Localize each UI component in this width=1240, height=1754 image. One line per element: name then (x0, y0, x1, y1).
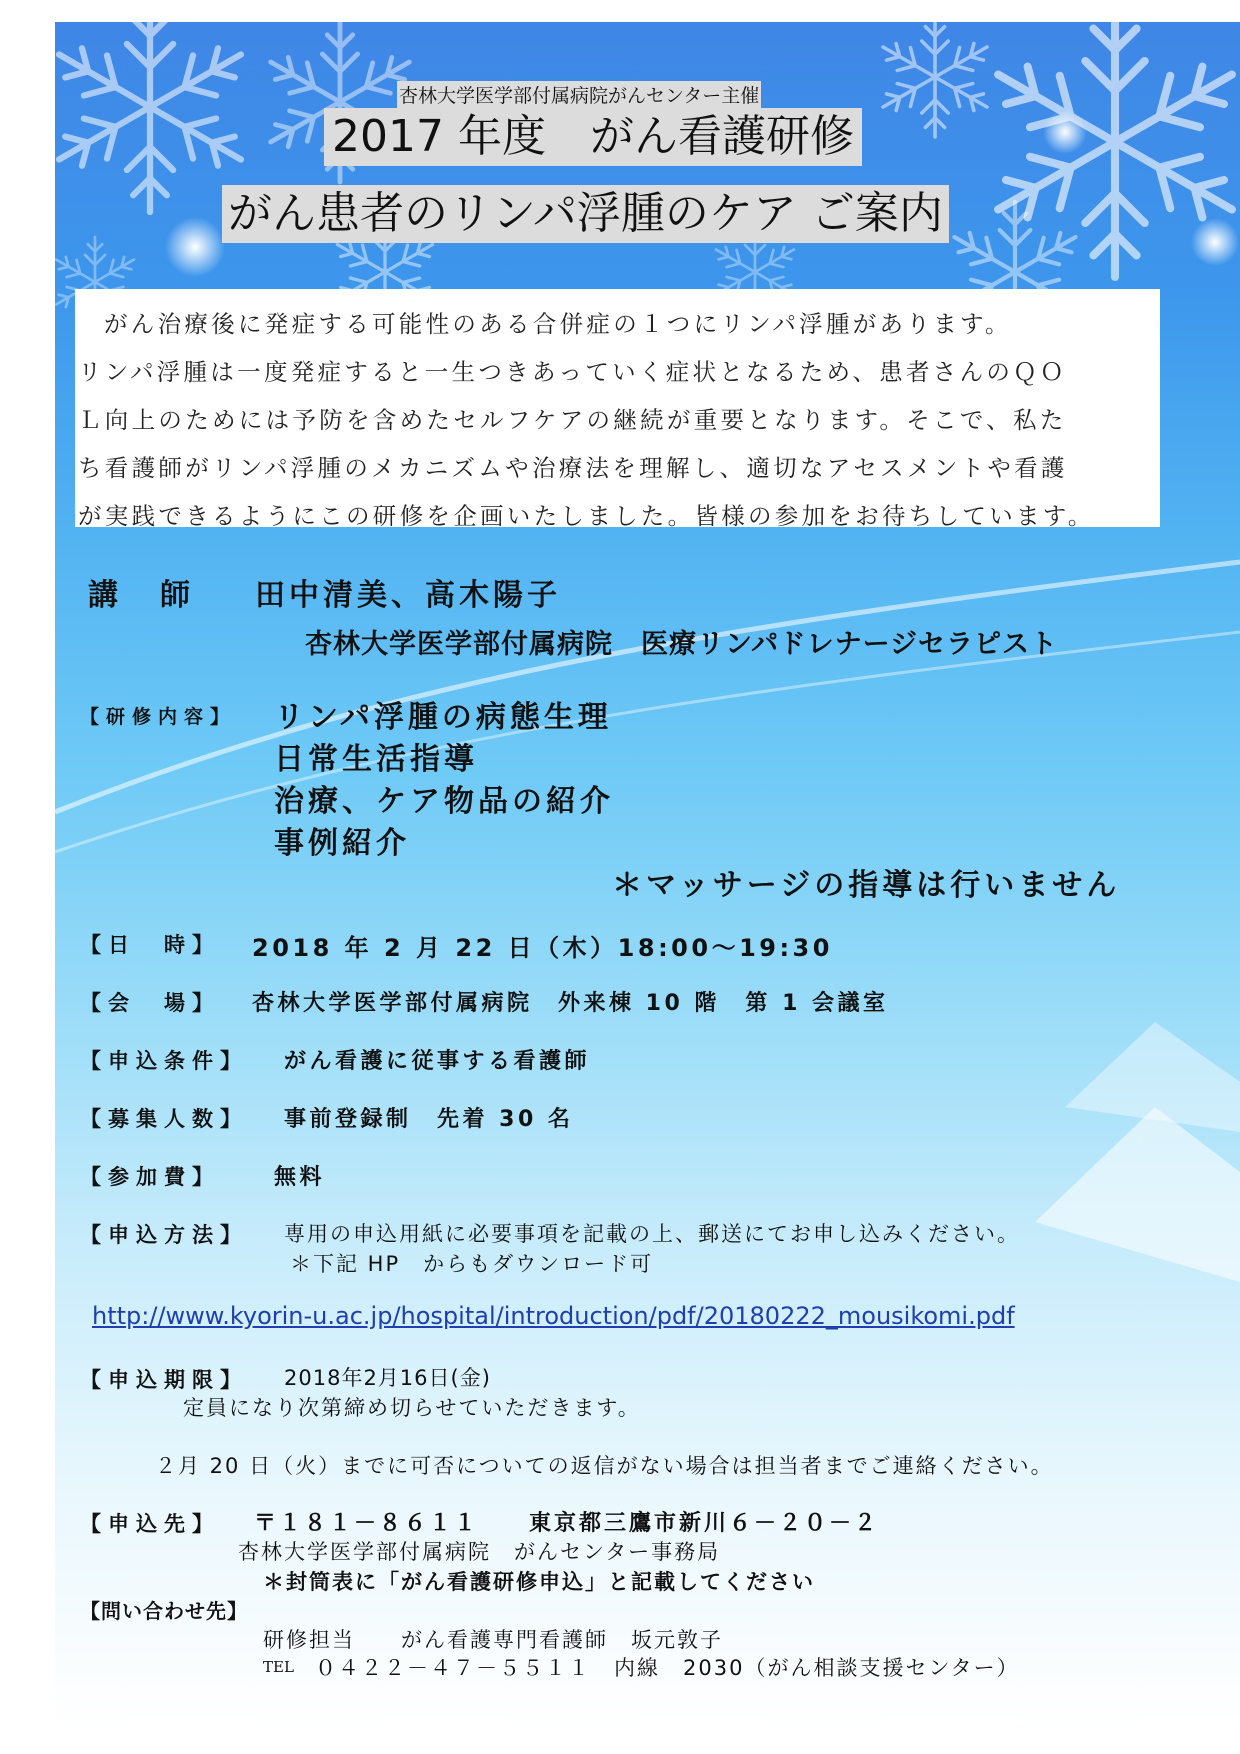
datetime-label: 【日 時】 (80, 933, 220, 957)
deadline-note: 定員になり次第締め切らせていただきます。 (183, 1396, 641, 1420)
datetime-value: 2018 年 2 月 22 日（木）18:00～19:30 (252, 934, 833, 962)
address-note: ＊封筒表に「がん看護研修申込」と記載してください (263, 1570, 815, 1594)
intro-line: リンパ浮腫は一度発症すると一生つきあっていく症状となるため、患者さんのＱＯ (78, 358, 1067, 386)
lecturer-names: 田中清美、高木陽子 (255, 578, 561, 613)
address-label: 【申込先】 (80, 1512, 220, 1536)
intro-line: ち看護師がリンパ浮腫のメカニズムや治療法を理解し、適切なアセスメントや看護 (78, 454, 1068, 482)
reply-note: ２月 20 日（火）までに可否についての返信がない場合は担当者までご連絡ください。 (155, 1454, 1054, 1478)
content-item: 事例紹介 (274, 826, 410, 861)
organizer-text: 杏林大学医学部付属病院がんセンター主催 (397, 81, 761, 108)
venue-label: 【会 場】 (80, 991, 220, 1015)
content-item: リンパ浮腫の病態生理 (274, 700, 612, 735)
condition-value: がん看護に従事する看護師 (284, 1049, 591, 1074)
contact-person: 研修担当 がん看護専門看護師 坂元敦子 (263, 1628, 723, 1652)
capacity-label: 【募集人数】 (80, 1107, 248, 1131)
deadline-label: 【申込期限】 (80, 1368, 248, 1392)
title-line-1: 2017 年度 がん看護研修 (324, 108, 862, 166)
deadline-value: 2018年2月16日(金) (284, 1366, 491, 1390)
tel-prefix: TEL (263, 1658, 294, 1676)
intro-line: が実践できるようにこの研修を企画いたしました。皆様の参加をお待ちしています。 (78, 502, 1095, 530)
intro-line: がん治療後に発症する可能性のある合併症の１つにリンパ浮腫があります。 (104, 310, 1012, 338)
address-value: 〒１８１－８６１１ 東京都三鷹市新川６－２０－２ (254, 1511, 880, 1536)
title-line-2: がん患者のリンパ浮腫のケア ご案内 (222, 185, 949, 243)
method-value: 専用の申込用紙に必要事項を記載の上、郵送にてお申し込みください。 (284, 1222, 1020, 1246)
intro-line: Ｌ向上のためには予防を含めたセルフケアの継続が重要となります。そこで、私た (78, 406, 1067, 434)
venue-value: 杏林大学医学部付属病院 外来棟 10 階 第 1 会議室 (252, 991, 889, 1016)
method-label: 【申込方法】 (80, 1223, 248, 1247)
content-label: 【研修内容】 (80, 706, 237, 728)
capacity-value: 事前登録制 先着 30 名 (284, 1107, 574, 1132)
contact-label: 【問い合わせ先】 (80, 1599, 248, 1623)
method-note: ＊下記 HP からもダウンロード可 (290, 1252, 654, 1276)
condition-label: 【申込条件】 (80, 1049, 248, 1073)
address-office: 杏林大学医学部付属病院 がんセンター事務局 (238, 1540, 721, 1564)
fee-value: 無料 (274, 1165, 326, 1190)
content-item: 治療、ケア物品の紹介 (274, 784, 614, 819)
application-form-link[interactable]: http://www.kyorin-u.ac.jp/hospital/introduction/pdf/20180222_mousikomi.pdf (92, 1302, 1015, 1330)
content-item: 日常生活指導 (274, 742, 478, 777)
lecturer-affiliation: 杏林大学医学部付属病院 医療リンパドレナージセラピスト (305, 629, 1059, 660)
content-note: ＊マッサージの指導は行いません (612, 868, 1121, 903)
fee-label: 【参加費】 (80, 1165, 220, 1189)
lecturer-label: 講 師 (88, 578, 196, 613)
contact-tel: ０４２２－４７－５５１１ 内線 2030（がん相談支援センター） (315, 1656, 1020, 1680)
